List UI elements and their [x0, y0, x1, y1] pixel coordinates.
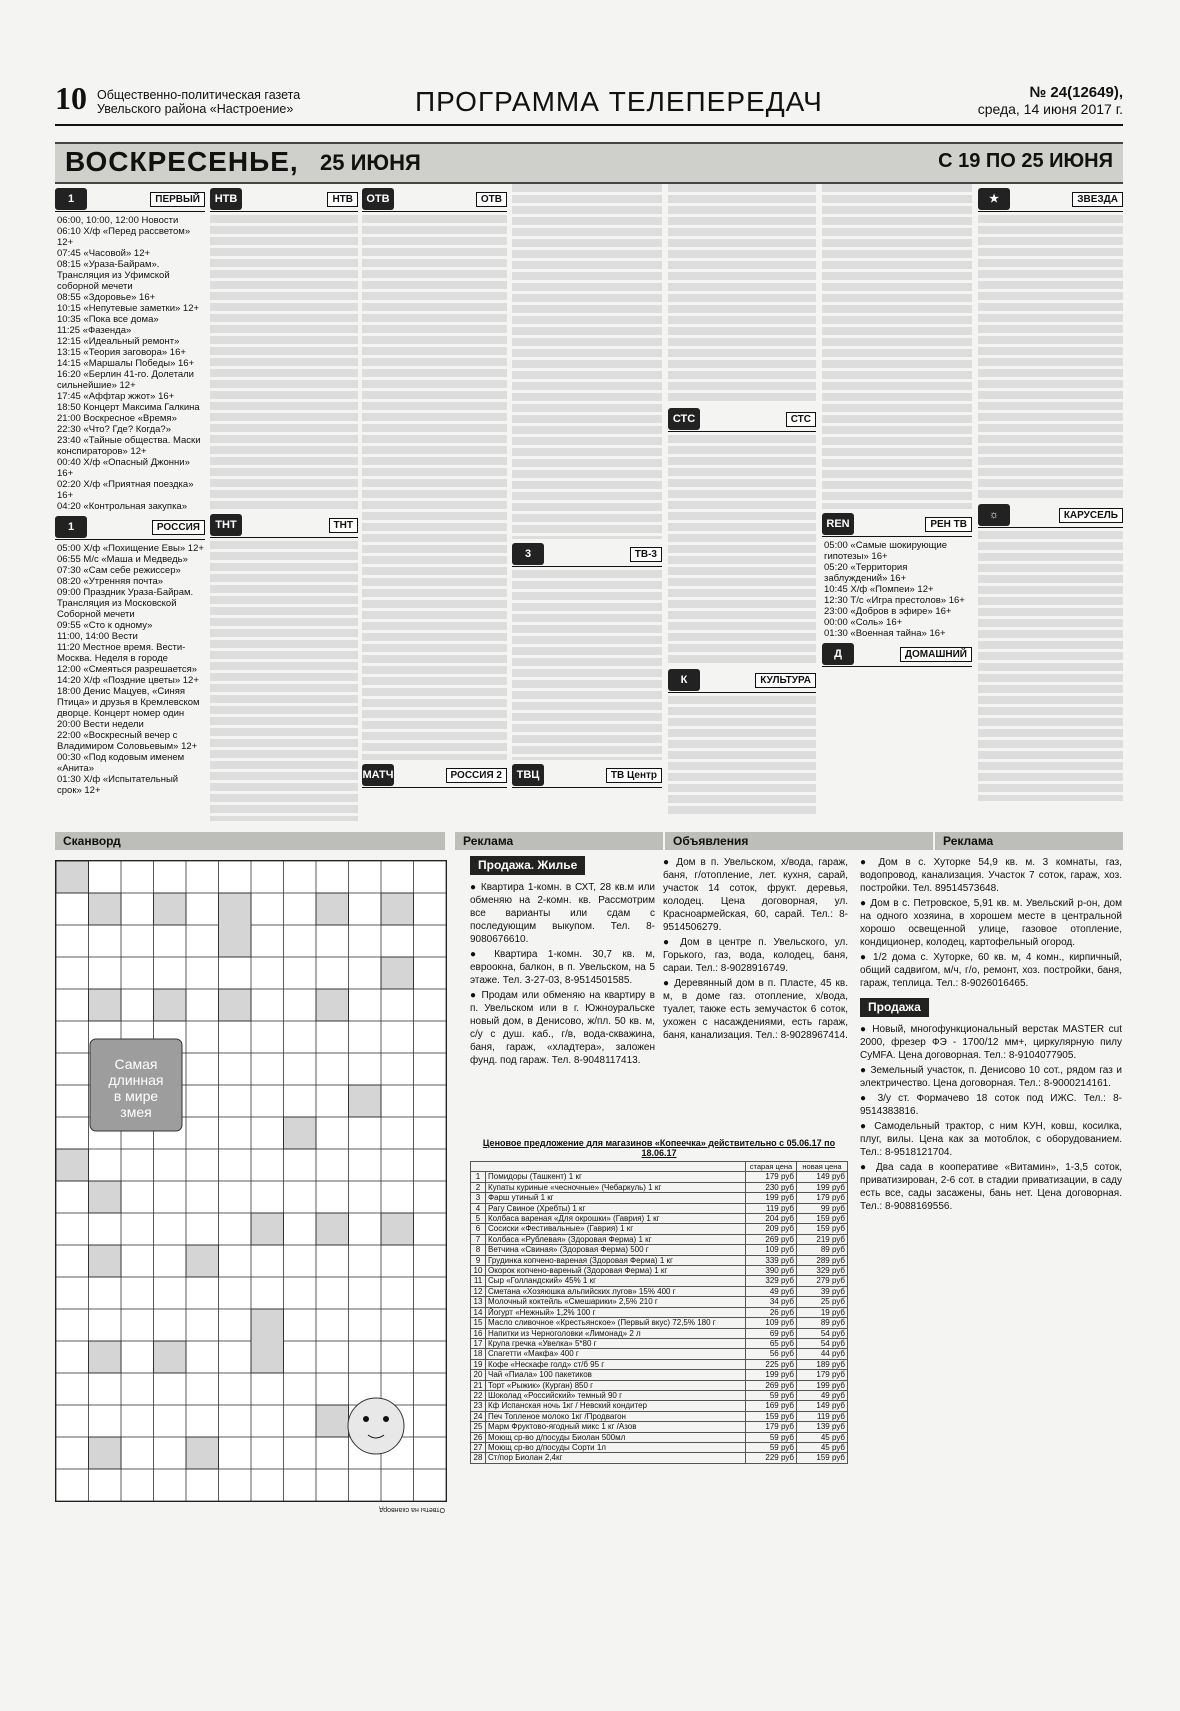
row-number: 26: [471, 1432, 486, 1442]
product-name: Ст/пор Биолан 2,4кг: [486, 1453, 746, 1463]
product-name: Колбаса вареная «Для окрошки» (Гаврия) 1 кг: [486, 1214, 746, 1224]
channel-header-domashniy: Д ДОМАШНИЙ: [822, 642, 972, 667]
price-title: Ценовое предложение для магазинов «Копеечка» действительно с 05.06.17 по 18.06.17: [482, 1138, 836, 1158]
program-list-ren: [822, 540, 972, 639]
program-item: 11:20 Местное время. Вести-Москва. Неделя в городе: [57, 642, 186, 664]
channel-header-rossia: [55, 515, 205, 540]
old-price: 59 руб: [746, 1432, 797, 1442]
row-number: 25: [471, 1422, 486, 1432]
ad-item: ● Продам или обменяю на квартиру в п. Увельском или в г. Южноуральске новый дом, в Денисово, ж/пл. 50 кв. м, с/у с душ. каб., г/в, вода-скважина, баня, гараж, «хладтера», заложен фунд. под гараж. Тел. 8-9048117413.: [470, 989, 655, 1067]
section-scanword: Сканворд: [55, 832, 445, 850]
tv-column-2: [210, 184, 358, 824]
product-name: Фарш утиный 1 кг: [486, 1193, 746, 1203]
new-price: 54 руб: [797, 1338, 848, 1348]
price-row: [471, 1276, 848, 1286]
product-name: Колбаса «Рублевая» (Здоровая Ферма) 1 кг: [486, 1234, 746, 1244]
old-price: 65 руб: [746, 1338, 797, 1348]
product-name: Моющ ср-во д/посуды Сорти 1л: [486, 1442, 746, 1452]
channel-header-sts: СТС СТС: [668, 407, 816, 432]
ads-zhile: [470, 856, 655, 1131]
new-price: 289 руб: [797, 1255, 848, 1265]
program-item: 07:30 «Сам себе режиссер»: [57, 565, 181, 576]
ad-item: ● Два сада в кооперативе «Витамин», 1-3,5 соток, приватизирован, 2-6 сот. в стадии приватизации, в саду есть все, сады засажены, бань нет. Цена договорная. Тел.: 8-9088169556.: [860, 1161, 1122, 1213]
price-row: [471, 1266, 848, 1276]
new-price: 219 руб: [797, 1234, 848, 1244]
issue-info: № 24(12649), среда, 14 июня 2017 г.: [977, 84, 1123, 117]
old-price: 169 руб: [746, 1401, 797, 1411]
channel-header-tnt: ТНТ ТНТ: [210, 513, 358, 538]
product-name: Рагу Свиное (Хребты) 1 кг: [486, 1203, 746, 1213]
new-price: 159 руб: [797, 1214, 848, 1224]
price-offer: [470, 1138, 848, 1464]
program-list-rossia: [55, 543, 205, 796]
new-price: 189 руб: [797, 1359, 848, 1369]
product-name: Крупа гречка «Увелка» 5*80 г: [486, 1338, 746, 1348]
new-price: 159 руб: [797, 1224, 848, 1234]
old-price: 69 руб: [746, 1328, 797, 1338]
row-number: 17: [471, 1338, 486, 1348]
row-number: 9: [471, 1255, 486, 1265]
program-item: 12:00 «Смеяться разрешается»: [57, 664, 198, 675]
row-number: 21: [471, 1380, 486, 1390]
channel-header-ntv: НТВ НТВ: [210, 187, 358, 212]
new-price: 39 руб: [797, 1286, 848, 1296]
product-name: Кф Испанская ночь 1кг / Невский кондитер: [486, 1401, 746, 1411]
old-price: 225 руб: [746, 1359, 797, 1369]
new-price: 119 руб: [797, 1411, 848, 1421]
ad-item: ● Дом в п. Увельском, х/вода, гараж, баня, г/отопление, лет. кухня, сарай, участок 14 соток, фрукт. деревья, колодец. Цена договорная, ул. Красноармейская, 60, сарай. Тел.: 8-9514506279.: [663, 856, 848, 934]
row-number: 12: [471, 1286, 486, 1296]
page-header: [55, 80, 1123, 126]
zvezda-star-icon: ★: [978, 188, 1010, 210]
otv-logo-icon: ОТВ: [362, 188, 394, 210]
program-item: 14:15 «Маршалы Победы» 16+: [57, 358, 195, 369]
new-price: 89 руб: [797, 1245, 848, 1255]
program-item: 21:00 Воскресное «Время»: [57, 413, 177, 424]
ad-heading: Продажа: [860, 998, 929, 1017]
product-name: Печ Топленое молоко 1кг /Продвагон: [486, 1411, 746, 1421]
price-row: [471, 1234, 848, 1244]
product-name: Купаты куриные «чесночные» (Чебаркуль) 1 кг: [486, 1182, 746, 1192]
channel-name: РОССИЯ: [152, 520, 205, 535]
price-row: [471, 1255, 848, 1265]
program-item: 18:00 Денис Мацуев, «Синяя Птица» и друзья в Кремлевском дворце. Концерт номер один: [57, 686, 200, 719]
ntv-logo-icon: НТВ: [210, 188, 242, 210]
ad-item: ● 3/у ст. Формачево 18 соток под ИЖС. Тел.: 8-9514383816.: [860, 1092, 1122, 1118]
old-price: 229 руб: [746, 1453, 797, 1463]
old-price: 269 руб: [746, 1380, 797, 1390]
new-price: 159 руб: [797, 1453, 848, 1463]
channel-name: ПЕРВЫЙ: [150, 192, 205, 207]
tv-column-7: [978, 184, 1123, 824]
product-name: Йогурт «Нежный» 1,2% 100 г: [486, 1307, 746, 1317]
karusel-logo-icon: ☼: [978, 504, 1010, 526]
row-number: 2: [471, 1182, 486, 1192]
program-item: 10:15 «Непутевые заметки» 12+: [57, 303, 200, 314]
price-row: [471, 1297, 848, 1307]
program-item: 05:20 «Территория заблуждений» 16+: [824, 562, 908, 584]
old-price: 269 руб: [746, 1234, 797, 1244]
product-name: Кофе «Нескафе голд» ст/б 95 г: [486, 1359, 746, 1369]
sts-logo-icon: СТС: [668, 408, 700, 430]
new-price: 139 руб: [797, 1422, 848, 1432]
row-number: 13: [471, 1297, 486, 1307]
scanword-answers: Ответы на сканворд: [379, 1506, 445, 1513]
program-list-perviy: [55, 215, 205, 512]
tv-column-6: [822, 184, 972, 824]
row-number: 5: [471, 1214, 486, 1224]
program-item: 08:55 «Здоровье» 16+: [57, 292, 156, 303]
channel-one-logo-icon: 1: [55, 188, 87, 210]
program-item: 12:30 Т/с «Игра престолов» 16+: [824, 595, 965, 606]
ad-item: ● Дом в с. Петровское, 5,91 кв. м. Увельский р-он, дом на одного хозяина, в хорошем месте в центральной хорошо освещенной улице, газовое отопление, кондиционер, колодец, картофельный огород.: [860, 897, 1122, 949]
product-name: Сыр «Голландский» 45% 1 кг: [486, 1276, 746, 1286]
ren-logo-icon: REN: [822, 513, 854, 535]
page-number: 10: [55, 80, 87, 116]
program-list-ntv: [210, 215, 358, 510]
price-row: [471, 1390, 848, 1400]
channel-header-karusel: ☼ КАРУСЕЛЬ: [978, 503, 1123, 528]
row-number: 16: [471, 1328, 486, 1338]
price-row: [471, 1286, 848, 1296]
new-price: 25 руб: [797, 1297, 848, 1307]
price-row: [471, 1401, 848, 1411]
product-name: Шоколад «Российский» темный 90 г: [486, 1390, 746, 1400]
price-row: [471, 1245, 848, 1255]
tv-column-1: [55, 184, 205, 824]
col-new-price: новая цена: [797, 1162, 848, 1172]
product-name: Спагетти «Макфа» 400 г: [486, 1349, 746, 1359]
program-item: 05:00 Х/ф «Похищение Евы» 12+: [57, 543, 204, 554]
row-number: 3: [471, 1193, 486, 1203]
price-row: [471, 1422, 848, 1432]
tv3-logo-icon: 3: [512, 543, 544, 565]
col-old-price: старая цена: [746, 1162, 797, 1172]
row-number: 8: [471, 1245, 486, 1255]
domashniy-logo-icon: Д: [822, 643, 854, 665]
row-number: 11: [471, 1276, 486, 1286]
ad-item: ● 1/2 дома с. Хуторке, 60 кв. м, 4 комн., кирпичный, общий садвигом, м/ч, г/о, ремонт, хоз. постройки, баня, гараж, теплица. Тел.: 8-9026016465.: [860, 951, 1122, 990]
program-item: 09:55 «Сто к одному»: [57, 620, 153, 631]
program-item: 00:40 Х/ф «Опасный Джонни» 16+: [57, 457, 190, 479]
channel-header-otv: ОТВ ОТВ: [362, 187, 507, 212]
ad-heading: Продажа. Жилье: [470, 856, 585, 875]
old-price: 230 руб: [746, 1182, 797, 1192]
old-price: 339 руб: [746, 1255, 797, 1265]
product-name: Молочный коктейль «Смешарики» 2,5% 210 г: [486, 1297, 746, 1307]
program-list-otv: [362, 215, 507, 760]
program-item: 01:30 Х/ф «Испытательный срок» 12+: [57, 774, 179, 796]
old-price: 34 руб: [746, 1297, 797, 1307]
product-name: Торт «Рыжик» (Курган) 850 г: [486, 1380, 746, 1390]
new-price: 49 руб: [797, 1390, 848, 1400]
new-price: 149 руб: [797, 1401, 848, 1411]
row-number: 7: [471, 1234, 486, 1244]
ad-item: ● Новый, многофункциональный верстак MASTER cut 2000, фрезер ФЭ - 1700/12 мм+, циркулярную пилу CyMFA. Цена договорная. Тел.: 8-9104077905.: [860, 1023, 1122, 1062]
channel-header-kultura: К КУЛЬТУРА: [668, 668, 816, 693]
old-price: 179 руб: [746, 1422, 797, 1432]
tv-column-5: [668, 184, 816, 824]
product-name: Грудинка копчено-вареная (Здоровая Ферма) 1 кг: [486, 1255, 746, 1265]
ad-item: ● Земельный участок, п. Денисово 10 сот., рядом газ и электричество. Цена договорная. Тел.: 8-9000214161.: [860, 1064, 1122, 1090]
row-number: 19: [471, 1359, 486, 1369]
day-band: [55, 142, 1123, 184]
row-number: 14: [471, 1307, 486, 1317]
price-row: [471, 1193, 848, 1203]
program-item: 23:00 «Добров в эфире» 16+: [824, 606, 952, 617]
price-row: [471, 1380, 848, 1390]
program-item: 10:35 «Пока все дома»: [57, 314, 159, 325]
old-price: 159 руб: [746, 1411, 797, 1421]
price-row: [471, 1318, 848, 1328]
row-number: 6: [471, 1224, 486, 1234]
row-number: 18: [471, 1349, 486, 1359]
program-item: 06:10 Х/ф «Перед рассветом» 12+: [57, 226, 191, 248]
price-row: [471, 1432, 848, 1442]
price-row: [471, 1224, 848, 1234]
program-item: 09:00 Праздник Ураза-Байрам. Трансляция из Московской Соборной мечети: [57, 587, 194, 620]
program-item: 05:00 «Самые шокирующие гипотезы» 16+: [824, 540, 948, 562]
new-price: 279 руб: [797, 1276, 848, 1286]
page-title: ПРОГРАММА ТЕЛЕПЕРЕДАЧ: [415, 86, 823, 117]
product-name: Сосиски «Фестивальные» (Гаврия) 1 кг: [486, 1224, 746, 1234]
program-item: 10:45 Х/ф «Помпеи» 12+: [824, 584, 934, 595]
new-price: 179 руб: [797, 1370, 848, 1380]
program-item: 04:20 «Контрольная закупка»: [57, 501, 188, 512]
new-price: 149 руб: [797, 1172, 848, 1182]
row-number: 20: [471, 1370, 486, 1380]
channel-header-zvezda: ★ ЗВЕЗДА: [978, 187, 1123, 212]
program-item: 23:40 «Тайные общества. Маски конспираторов» 12+: [57, 435, 201, 457]
program-item: 20:00 Вести недели: [57, 719, 144, 730]
section-reklama-2: Реклама: [935, 832, 1123, 850]
old-price: 204 руб: [746, 1214, 797, 1224]
ads-prodazha: [860, 856, 1122, 1496]
price-row: [471, 1172, 848, 1182]
new-price: 45 руб: [797, 1432, 848, 1442]
old-price: 109 руб: [746, 1318, 797, 1328]
program-item: 01:30 «Военная тайна» 16+: [824, 628, 946, 639]
price-row: [471, 1453, 848, 1463]
channel-header-tv3: 3 ТВ-3: [512, 542, 662, 567]
old-price: 329 руб: [746, 1276, 797, 1286]
channel-header-ren: [822, 512, 972, 537]
product-name: Ветчина «Свиная» (Здоровая Ферма) 500 г: [486, 1245, 746, 1255]
match-logo-icon: МАТЧ: [362, 764, 394, 786]
section-obyavleniya: Объявления: [665, 832, 933, 850]
product-name: Помидоры (Ташкент) 1 кг: [486, 1172, 746, 1182]
price-row: [471, 1203, 848, 1213]
program-item: 17:45 «Аффтар жжот» 16+: [57, 391, 175, 402]
channel-name: РЕН ТВ: [925, 517, 972, 532]
new-price: 89 руб: [797, 1318, 848, 1328]
product-name: Моющ ср-во д/посуды Биолан 500мл: [486, 1432, 746, 1442]
tvc-logo-icon: ТВЦ: [512, 764, 544, 786]
beaver-mascot-icon: [348, 1398, 404, 1454]
old-price: 109 руб: [746, 1245, 797, 1255]
tnt-logo-icon: ТНТ: [210, 514, 242, 536]
day-name: ВОСКРЕСЕНЬЕ,: [65, 146, 299, 177]
price-row: [471, 1214, 848, 1224]
old-price: 49 руб: [746, 1286, 797, 1296]
new-price: 329 руб: [797, 1266, 848, 1276]
program-item: 11:25 «Фазенда»: [57, 325, 132, 336]
ad-item: ● Квартира 1-комн. в СХТ, 28 кв.м или обменяю на 2-комн. кв. Рассмотрим все варианты или сдам с последующим выкупом. Тел. 8-9080676610.: [470, 881, 655, 946]
ad-item: ● Квартира 1-комн. 30,7 кв. м, евроокна, балкон, в п. Увельском, на 5 этаже. Тел. 3-27-03, 8-9514501585.: [470, 948, 655, 987]
program-item: 22:00 «Воскресный вечер с Владимиром Соловьевым» 12+: [57, 730, 198, 752]
program-item: 02:20 Х/ф «Приятная поездка» 16+: [57, 479, 194, 501]
ad-item: ● Деревянный дом в п. Пласте, 45 кв. м, в доме газ. отопление, х/вода, туалет, также есть земучасток 6 соток, ухожен с насаждениями, есть гараж, баня, канализация. Тел.: 8-9028967414.: [663, 977, 848, 1042]
program-item: 08:15 «Ураза-Байрам». Трансляция из Уфимской соборной мечети: [57, 259, 170, 292]
tv-column-4: [512, 184, 662, 824]
new-price: 99 руб: [797, 1203, 848, 1213]
new-price: 44 руб: [797, 1349, 848, 1359]
old-price: 390 руб: [746, 1266, 797, 1276]
row-number: 27: [471, 1442, 486, 1452]
old-price: 199 руб: [746, 1370, 797, 1380]
week-range: С 19 ПО 25 ИЮНЯ: [938, 150, 1113, 172]
new-price: 179 руб: [797, 1193, 848, 1203]
row-number: 28: [471, 1453, 486, 1463]
program-list-tnt: [210, 541, 358, 821]
ad-item: ● Самодельный трактор, с ним КУН, ковш, косилка, плуг, вилы. Цена как за мотоблок, с оборудованием. Тел.: 8-9518121704.: [860, 1120, 1122, 1159]
program-item: 08:20 «Утренняя почта»: [57, 576, 164, 587]
program-item: 00:30 «Под кодовым именем «Анита»: [57, 752, 185, 774]
new-price: 19 руб: [797, 1307, 848, 1317]
program-item: 07:45 «Часовой» 12+: [57, 248, 151, 259]
channel-header-tvcentr: ТВЦ ТВ Центр: [512, 763, 662, 788]
program-item: 16:20 «Берлин 41-го. Долетали сильнейшие» 12+: [57, 369, 194, 391]
program-item: 11:00, 14:00 Вести: [57, 631, 138, 642]
program-item: 18:50 Концерт Максима Галкина: [57, 402, 200, 413]
new-price: 199 руб: [797, 1380, 848, 1390]
price-row: [471, 1411, 848, 1421]
price-row: [471, 1442, 848, 1452]
product-name: Чай «Пиала» 100 пакетиков: [486, 1370, 746, 1380]
product-name: Масло сливочное «Крестьянское» (Первый вкус) 72,5% 180 г: [486, 1318, 746, 1328]
price-row: [471, 1182, 848, 1192]
row-number: 15: [471, 1318, 486, 1328]
old-price: 26 руб: [746, 1307, 797, 1317]
program-item: 00:00 «Соль» 16+: [824, 617, 903, 628]
tv-column-3: [362, 184, 507, 824]
day-date: 25 ИЮНЯ: [320, 150, 421, 175]
old-price: 56 руб: [746, 1349, 797, 1359]
program-item: 12:15 «Идеальный ремонт»: [57, 336, 180, 347]
price-row: [471, 1359, 848, 1369]
row-number: 1: [471, 1172, 486, 1182]
product-name: Напитки из Черноголовки «Лимонад» 2 л: [486, 1328, 746, 1338]
price-row: [471, 1370, 848, 1380]
old-price: 59 руб: [746, 1390, 797, 1400]
program-item: 06:55 М/с «Маша и Медведь»: [57, 554, 188, 565]
row-number: 4: [471, 1203, 486, 1213]
scanword-grid: [56, 861, 446, 1501]
old-price: 199 руб: [746, 1193, 797, 1203]
row-number: 22: [471, 1390, 486, 1400]
row-number: 24: [471, 1411, 486, 1421]
scanword-puzzle: [55, 860, 447, 1502]
new-price: 54 руб: [797, 1328, 848, 1338]
old-price: 119 руб: [746, 1203, 797, 1213]
ad-item: ● Дом в центре п. Увельского, ул. Горького, газ, вода, колодец, баня, сараи. Тел.: 8-9028916749.: [663, 936, 848, 975]
old-price: 209 руб: [746, 1224, 797, 1234]
channel-header-russia2: МАТЧ РОССИЯ 2: [362, 763, 507, 788]
newspaper-name: Общественно-политическая газета Увельского района «Настроение»: [97, 88, 301, 116]
program-item: 13:15 «Теория заговора» 16+: [57, 347, 186, 358]
old-price: 59 руб: [746, 1442, 797, 1452]
price-row: [471, 1328, 848, 1338]
old-price: 179 руб: [746, 1172, 797, 1182]
scanword-clue-title: Самая длинная в мире змея: [108, 1056, 164, 1120]
price-row: [471, 1338, 848, 1348]
russia-logo-icon: 1: [55, 516, 87, 538]
product-name: Марм Фруктово-ягодный микс 1 кг /Азов: [486, 1422, 746, 1432]
new-price: 199 руб: [797, 1182, 848, 1192]
price-table: [470, 1161, 848, 1464]
price-row: [471, 1349, 848, 1359]
price-row: [471, 1307, 848, 1317]
new-price: 45 руб: [797, 1442, 848, 1452]
row-number: 23: [471, 1401, 486, 1411]
product-name: Сметана «Хозяюшка альпийских лугов» 15% 400 г: [486, 1286, 746, 1296]
row-number: 10: [471, 1266, 486, 1276]
program-item: 14:20 Х/ф «Поздние цветы» 12+: [57, 675, 199, 686]
product-name: Окорок копчено-вареный (Здоровая Ферма) 1 кг: [486, 1266, 746, 1276]
ad-item: ● Дом в с. Хуторке 54,9 кв. м. 3 комнаты, газ, водопровод, канализация. Участок 7 соток, гараж, хоз. постройки. Тел. 89514573648.: [860, 856, 1122, 895]
channel-header-perviy: [55, 187, 205, 212]
section-reklama: Реклама: [455, 832, 663, 850]
ads-obyavleniya: [663, 856, 848, 1131]
kultura-logo-icon: К: [668, 669, 700, 691]
program-item: 06:00, 10:00, 12:00 Новости: [57, 215, 179, 226]
program-item: 22:30 «Что? Где? Когда?»: [57, 424, 171, 435]
